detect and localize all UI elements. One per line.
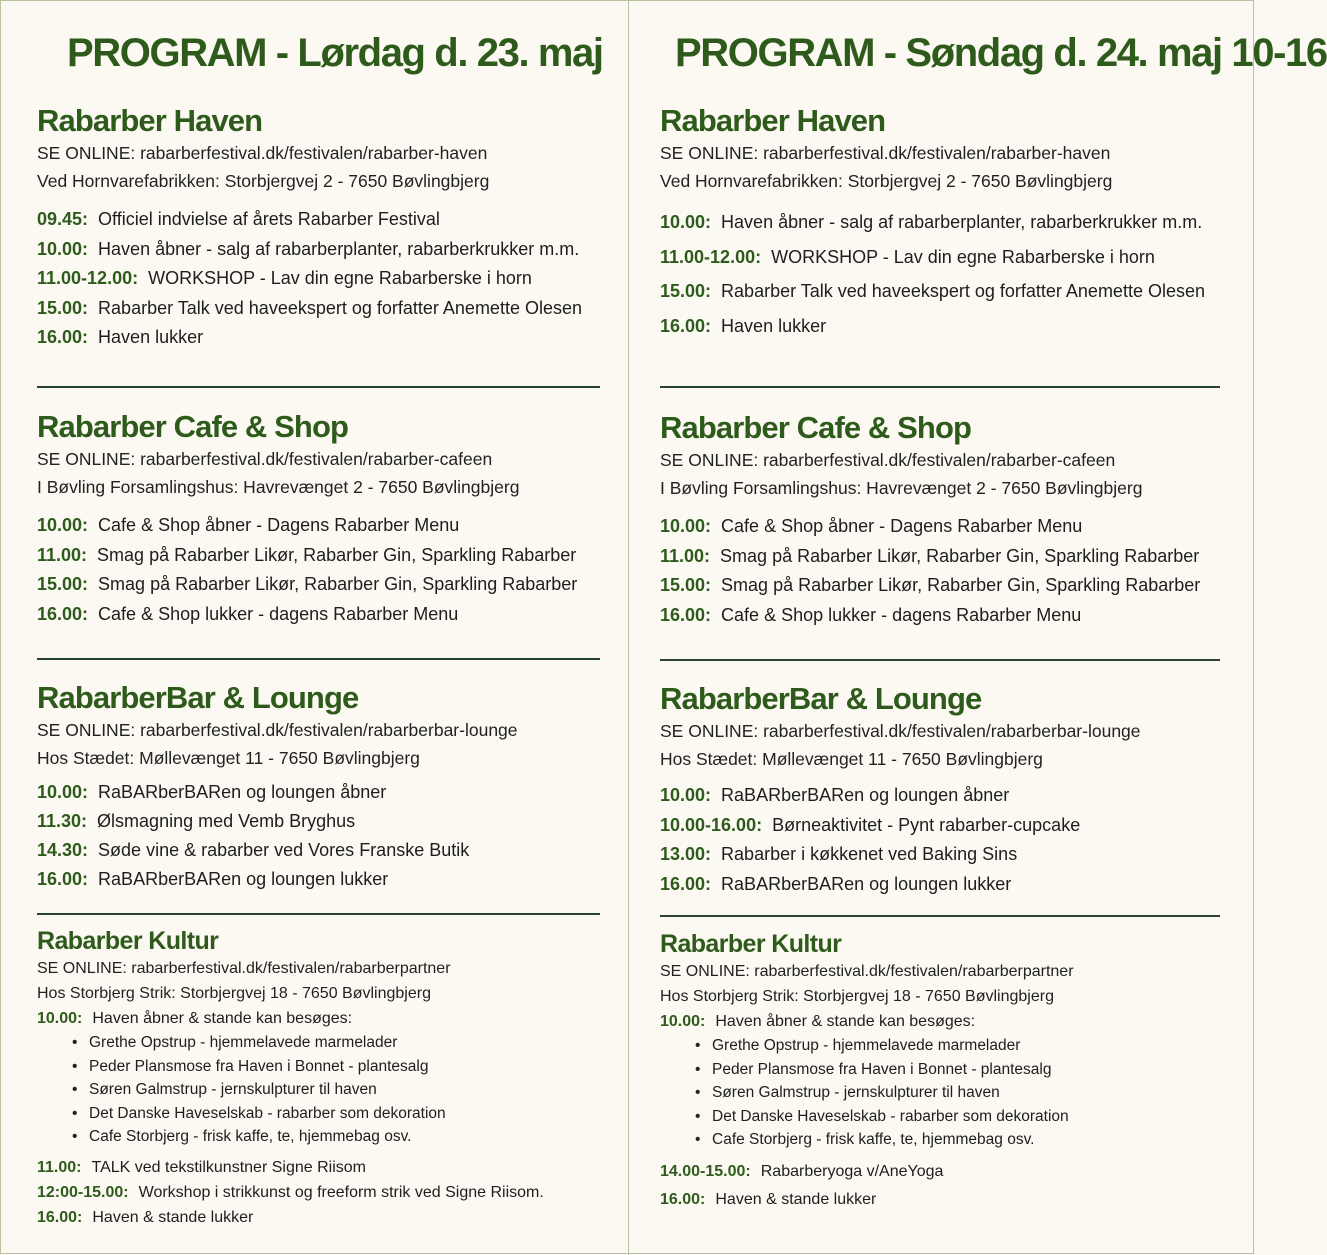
online-link[interactable]: SE ONLINE: rabarberfestival.dk/festivalen/rabarberpartner [660, 963, 1074, 980]
item-text: Officiel indvielse af årets Rabarber Festival [98, 209, 440, 229]
schedule-item [37, 294, 607, 324]
item-text: Cafe & Shop åbner - Dagens Rabarber Menu [98, 515, 460, 535]
cafe-section [660, 410, 1230, 630]
schedule-item [37, 570, 607, 600]
kultur-section [660, 929, 1230, 1214]
haven-section [660, 103, 1230, 343]
item-time: 10.00: [37, 1010, 83, 1027]
item-time: 16.00: [37, 1208, 83, 1226]
column-divider [628, 1, 629, 1255]
schedule-item [660, 811, 1230, 841]
schedule-item [660, 274, 1230, 309]
exhibitor-item: • Grethe Opstrup - hjemmelavede marmelader [712, 1034, 1230, 1058]
item-text: Smag på Rabarber Likør, Rabarber Gin, Sparkling Rabarber [721, 575, 1201, 595]
address: I Bøvling Forsamlingshus: Havrevænget 2 - 7650 Bøvlingbjerg [660, 478, 1143, 498]
schedule-list [660, 512, 1230, 630]
item-time: 11.30: [37, 811, 88, 831]
item-text: WORKSHOP - Lav din egne Rabarberske i horn [148, 268, 532, 288]
section-title: Rabarber Cafe & Shop [37, 409, 349, 444]
exhibitor-list [660, 1034, 1230, 1152]
item-time: 15.00: [660, 575, 712, 595]
section-rule [660, 659, 1220, 661]
item-text: Cafe & Shop lukker - dagens Rabarber Menu [98, 603, 459, 624]
cafe-section [37, 409, 607, 629]
bar-section [660, 681, 1230, 899]
item-text: Cafe & Shop lukker - dagens Rabarber Menu [721, 604, 1082, 625]
item-time: 10.00: [660, 516, 712, 536]
item-time: 11.00: [660, 545, 711, 566]
item-text: RaBARberBARen og loungen lukker [98, 869, 389, 889]
section-rule [37, 658, 600, 660]
item-text: TALK ved tekstilkunstner Signe Riisom [91, 1158, 366, 1176]
schedule-item [660, 1186, 1230, 1214]
item-time: 11.00-12.00: [660, 246, 762, 267]
schedule-item [37, 1155, 607, 1180]
item-time: 15.00: [37, 297, 89, 318]
item-time: 15.00: [660, 281, 712, 301]
schedule-item [660, 309, 1230, 344]
item-text: Rabarber Talk ved haveekspert og forfatter Anemette Olesen [721, 281, 1205, 301]
section-rule [660, 915, 1220, 917]
schedule-item [37, 807, 607, 836]
item-time: 10.00: [660, 785, 712, 805]
schedule-item [37, 205, 607, 235]
section-rule [37, 913, 600, 915]
exhibitor-item: • Søren Galmstrup - jernskulpturer til haven [89, 1078, 607, 1102]
item-time: 10.00: [37, 238, 89, 259]
schedule-item [660, 542, 1230, 572]
item-time: 16.00: [660, 1190, 706, 1208]
item-time: 10.00-16.00: [660, 814, 763, 835]
item-time: 16.00: [660, 604, 712, 625]
item-text: Haven & stande lukker [92, 1208, 254, 1226]
item-text: Haven & stande lukker [715, 1190, 877, 1208]
section-title: Rabarber Cafe & Shop [660, 410, 972, 445]
item-text: Søde vine & rabarber ved Vores Franske Butik [98, 840, 470, 860]
item-text: Haven åbner - salg af rabarberplanter, rabarberkrukker m.m. [721, 212, 1203, 232]
item-time: 16.00: [37, 603, 89, 624]
bar-section [37, 680, 607, 894]
item-time: 10.00: [660, 1013, 706, 1030]
item-text: Smag på Rabarber Likør, Rabarber Gin, Sparkling Rabarber [97, 544, 577, 565]
schedule-item [37, 778, 607, 807]
schedule-item [37, 323, 607, 353]
item-time: 11.00-12.00: [37, 268, 139, 288]
exhibitor-item: • Grethe Opstrup - hjemmelavede marmelader [89, 1031, 607, 1055]
item-text: Haven åbner - salg af rabarberplanter, rabarberkrukker m.m. [98, 238, 580, 259]
address: Ved Hornvarefabrikken: Storbjergvej 2 - 7650 Bøvlingbjerg [37, 171, 490, 191]
schedule-item [660, 240, 1230, 275]
item-time: 10.00: [660, 212, 712, 232]
item-text: Haven åbner & stande kan besøges: [715, 1013, 976, 1030]
schedule-item [660, 1009, 1230, 1034]
online-link[interactable]: SE ONLINE: rabarberfestival.dk/festivalen/rabarberbar-lounge [660, 721, 1141, 741]
item-text: Rabarber i køkkenet ved Baking Sins [721, 844, 1018, 864]
exhibitor-item: • Cafe Storbjerg - frisk kaffe, te, hjemmebag osv. [89, 1125, 607, 1149]
schedule-list [37, 778, 607, 894]
schedule-item [37, 264, 607, 294]
schedule-item [37, 1180, 607, 1205]
item-text: Smag på Rabarber Likør, Rabarber Gin, Sparkling Rabarber [720, 545, 1200, 566]
schedule-item [660, 205, 1230, 240]
kultur-section [37, 926, 607, 1230]
schedule-list [660, 205, 1230, 343]
schedule-item [660, 840, 1230, 870]
schedule-list [660, 781, 1230, 899]
online-link[interactable]: SE ONLINE: rabarberfestival.dk/festivalen/rabarber-cafeen [37, 449, 493, 469]
exhibitor-item: • Søren Galmstrup - jernskulpturer til haven [712, 1081, 1230, 1105]
item-text: Cafe & Shop åbner - Dagens Rabarber Menu [721, 516, 1083, 536]
online-link[interactable]: SE ONLINE: rabarberfestival.dk/festivalen/rabarber-haven [37, 143, 488, 163]
item-time: 10.00: [37, 782, 89, 802]
item-time: 14.30: [37, 840, 89, 860]
section-title: Rabarber Haven [37, 103, 263, 138]
section-rule [37, 386, 600, 388]
saturday-title: PROGRAM - Lørdag d. 23. maj [67, 31, 603, 75]
item-time: 14.00-15.00: [660, 1162, 751, 1180]
exhibitor-list [37, 1031, 607, 1149]
schedule-item [37, 1006, 607, 1031]
item-text: Børneaktivitet - Pynt rabarber-cupcake [772, 814, 1081, 835]
schedule-list [37, 511, 607, 629]
item-time: 16.00: [660, 315, 712, 336]
item-text: Rabarber Talk ved haveekspert og forfatter Anemette Olesen [98, 297, 582, 318]
item-time: 13.00: [660, 844, 712, 864]
address: I Bøvling Forsamlingshus: Havrevænget 2 - 7650 Bøvlingbjerg [37, 477, 520, 497]
section-title: Rabarber Kultur [660, 930, 842, 958]
item-text: RaBARberBARen og loungen åbner [98, 782, 387, 802]
schedule-item [660, 781, 1230, 811]
schedule-item [37, 511, 607, 541]
item-time: 12:00-15.00: [37, 1183, 129, 1201]
exhibitor-item: • Cafe Storbjerg - frisk kaffe, te, hjemmebag osv. [712, 1128, 1230, 1152]
schedule-item [37, 836, 607, 865]
item-text: Ølsmagning med Vemb Bryghus [97, 811, 356, 831]
schedule-item [37, 1205, 607, 1230]
section-title: Rabarber Kultur [37, 927, 219, 955]
online-link[interactable]: SE ONLINE: rabarberfestival.dk/festivalen/rabarberbar-lounge [37, 720, 518, 740]
schedule-list [660, 1009, 1230, 1214]
item-text: Haven lukker [721, 315, 827, 336]
address: Ved Hornvarefabrikken: Storbjergvej 2 - 7650 Bøvlingbjerg [660, 171, 1113, 191]
schedule-item [660, 1158, 1230, 1186]
schedule-list [37, 205, 607, 353]
item-time: 11.00: [37, 544, 88, 565]
exhibitor-item: • Det Danske Haveselskab - rabarber som dekoration [89, 1102, 607, 1126]
sunday-title: PROGRAM - Søndag d. 24. maj 10-16 [675, 31, 1327, 75]
schedule-item [660, 870, 1230, 900]
schedule-item [660, 601, 1230, 631]
online-link[interactable]: SE ONLINE: rabarberfestival.dk/festivalen/rabarber-cafeen [660, 450, 1116, 470]
address: Hos Storbjerg Strik: Storbjergvej 18 - 7650 Bøvlingbjerg [37, 985, 431, 1002]
address: Hos Stædet: Møllevænget 11 - 7650 Bøvlingbjerg [660, 749, 1043, 769]
item-time: 09.45: [37, 209, 89, 229]
schedule-list [37, 1006, 607, 1230]
haven-section [37, 103, 607, 353]
schedule-item [37, 865, 607, 894]
section-title: RabarberBar & Lounge [37, 680, 359, 715]
exhibitor-item: • Det Danske Haveselskab - rabarber som dekoration [712, 1105, 1230, 1129]
item-text: RaBARberBARen og loungen lukker [721, 873, 1012, 894]
exhibitor-item: • Peder Plansmose fra Haven i Bonnet - plantesalg [89, 1055, 607, 1079]
schedule-item [660, 512, 1230, 542]
item-text: Haven åbner & stande kan besøges: [92, 1010, 353, 1027]
item-time: 16.00: [37, 327, 89, 347]
address: Hos Stædet: Møllevænget 11 - 7650 Bøvlingbjerg [37, 748, 420, 768]
item-text: RaBARberBARen og loungen åbner [721, 785, 1010, 805]
schedule-item [37, 235, 607, 265]
item-time: 11.00: [37, 1158, 82, 1176]
section-title: RabarberBar & Lounge [660, 681, 982, 716]
item-time: 16.00: [37, 869, 89, 889]
section-title: Rabarber Haven [660, 103, 886, 138]
online-link[interactable]: SE ONLINE: rabarberfestival.dk/festivalen/rabarberpartner [37, 960, 451, 977]
address: Hos Storbjerg Strik: Storbjergvej 18 - 7650 Bøvlingbjerg [660, 988, 1054, 1005]
online-link[interactable]: SE ONLINE: rabarberfestival.dk/festivalen/rabarber-haven [660, 143, 1111, 163]
item-text: Haven lukker [98, 327, 204, 347]
item-time: 16.00: [660, 873, 712, 894]
item-text: Smag på Rabarber Likør, Rabarber Gin, Sparkling Rabarber [98, 574, 578, 594]
section-rule [660, 386, 1220, 388]
schedule-item [37, 541, 607, 571]
schedule-item [37, 600, 607, 630]
exhibitor-item: • Peder Plansmose fra Haven i Bonnet - plantesalg [712, 1058, 1230, 1082]
item-time: 15.00: [37, 574, 89, 594]
item-text: WORKSHOP - Lav din egne Rabarberske i horn [771, 246, 1155, 267]
item-text: Workshop i strikkunst og freeform strik ved Signe Riisom. [138, 1183, 544, 1201]
item-time: 10.00: [37, 515, 89, 535]
schedule-item [660, 571, 1230, 601]
item-text: Rabarberyoga v/AneYoga [760, 1162, 944, 1180]
